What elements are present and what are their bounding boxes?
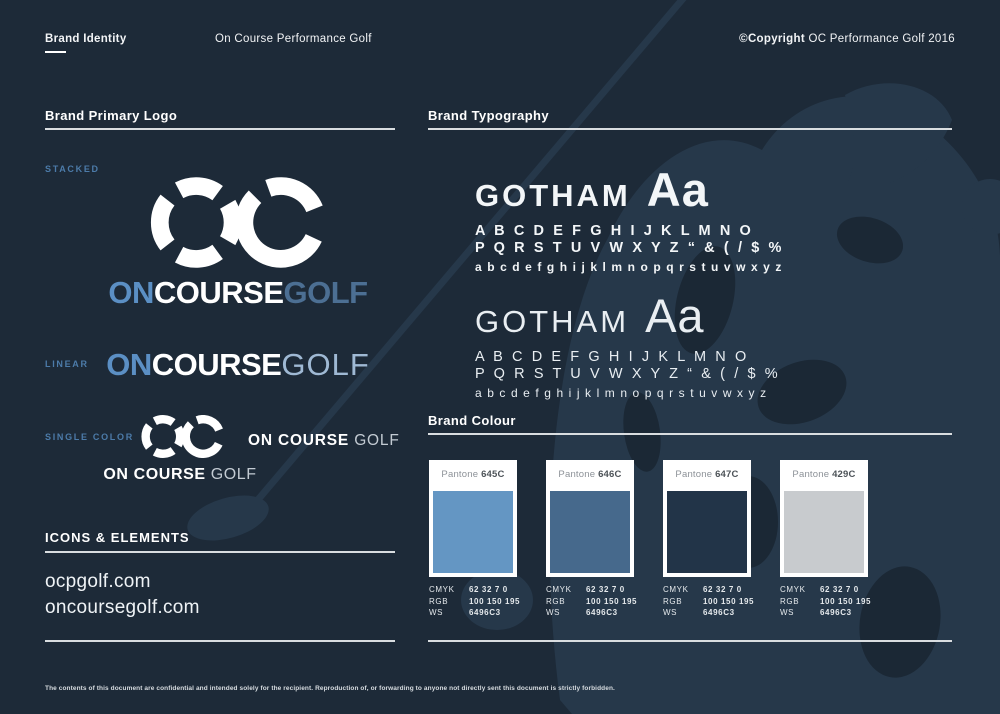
- alphabet-uppercase-row1: A B C D E F G H I J K L M N O: [475, 349, 749, 365]
- pantone-label: [780, 469, 868, 480]
- rgb-label: RGB: [663, 596, 683, 606]
- rgb-row: [429, 596, 520, 608]
- pantone-brand: Pantone: [441, 469, 482, 480]
- ws-value: 6496C3: [820, 608, 852, 617]
- wordmark-on: ON: [106, 347, 152, 382]
- pantone-code: 646C: [598, 469, 622, 480]
- wordmark-golf: GOLF: [281, 347, 370, 382]
- rule-colour: [428, 433, 952, 435]
- swatch-color-fill: [784, 491, 864, 573]
- pantone-swatch-card: [780, 460, 868, 577]
- rgb-value: 100 150 195: [469, 596, 521, 606]
- swatch-color-fill: [433, 491, 513, 573]
- rgb-value: 100 150 195: [703, 596, 755, 606]
- ws-value: 6496C3: [586, 608, 618, 617]
- confidentiality-disclaimer: The contents of this document are confidential and intended solely for the recipient. Reproduction of, or forwarding to anyone not directly sent this document is strictly forbidden.: [45, 685, 615, 692]
- type-specimen-bold: [475, 162, 784, 276]
- font-family-name: GOTHAM: [475, 304, 630, 339]
- copyright-strong: ©Copyright: [739, 33, 805, 45]
- wordmark-on-course: ON COURSE: [103, 466, 211, 483]
- section-heading-icons-elements: ICONS & ELEMENTS: [45, 530, 190, 545]
- wordmark-course: COURSE: [153, 275, 284, 310]
- pantone-swatch-card: [663, 460, 751, 577]
- ws-row: [546, 607, 637, 619]
- swatch-values: [780, 584, 871, 619]
- rgb-label: RGB: [546, 596, 566, 606]
- wordmark-on: ON: [108, 275, 154, 310]
- ws-value: 6496C3: [469, 608, 501, 617]
- font-sample-aa: Aa: [646, 163, 709, 216]
- alphabet-uppercase-row2: P Q R S T U V W X Y Z “ & ( / $ %: [475, 239, 784, 256]
- label-stacked: STACKED: [45, 164, 100, 174]
- cmyk-value: 62 32 7 0: [703, 585, 742, 594]
- font-sample-aa: Aa: [645, 289, 705, 342]
- label-linear: LINEAR: [45, 359, 89, 369]
- pantone-brand: Pantone: [675, 469, 716, 480]
- wordmark-single-linear: [248, 432, 400, 450]
- oc-logo-mark-single-color: [141, 415, 225, 458]
- rgb-label: RGB: [780, 596, 800, 606]
- pantone-label: [663, 469, 751, 480]
- cmyk-row: [546, 584, 637, 596]
- section-heading-primary-logo: Brand Primary Logo: [45, 108, 178, 123]
- title-underline: [45, 51, 66, 53]
- pantone-label: [429, 469, 517, 480]
- url-oncoursegolf: oncoursegolf.com: [45, 597, 200, 618]
- rgb-label: RGB: [429, 596, 449, 606]
- rgb-row: [780, 596, 871, 608]
- cmyk-row: [780, 584, 871, 596]
- pantone-brand: Pantone: [792, 469, 833, 480]
- pantone-swatch-card: [429, 460, 517, 577]
- wordmark-golf: GOLF: [210, 466, 257, 483]
- section-heading-colour: Brand Colour: [428, 413, 516, 428]
- copyright-rest: OC Performance Golf 2016: [804, 33, 955, 45]
- pantone-code: 429C: [832, 469, 856, 480]
- rule-left-bottom: [45, 640, 395, 642]
- cmyk-value: 62 32 7 0: [820, 585, 859, 594]
- ws-row: [780, 607, 871, 619]
- wordmark-course: COURSE: [151, 347, 282, 382]
- rgb-row: [663, 596, 754, 608]
- oc-logo-mark-stacked: [150, 177, 327, 268]
- swatch-color-fill: [550, 491, 630, 573]
- cmyk-label: CMYK: [663, 585, 689, 594]
- ws-row: [429, 607, 520, 619]
- rule-primary-logo: [45, 128, 395, 130]
- cmyk-row: [663, 584, 754, 596]
- copyright-notice: [739, 33, 955, 45]
- cmyk-value: 62 32 7 0: [586, 585, 625, 594]
- pantone-brand: Pantone: [558, 469, 599, 480]
- cmyk-row: [429, 584, 520, 596]
- ws-row: [663, 607, 754, 619]
- ws-value: 6496C3: [703, 608, 735, 617]
- pantone-code: 647C: [715, 469, 739, 480]
- wordmark-stacked: [45, 275, 431, 311]
- font-family-name: GOTHAM: [475, 178, 631, 213]
- rgb-value: 100 150 195: [820, 596, 872, 606]
- swatch-values: [429, 584, 520, 619]
- ws-label: WS: [780, 608, 795, 617]
- cmyk-label: CMYK: [546, 585, 572, 594]
- alphabet-lowercase: a b c d e f g h i j k l m n o p q r s t u v w x y z: [475, 386, 768, 400]
- swatch-color-fill: [667, 491, 747, 573]
- alphabet-uppercase-row2: P Q R S T U V W X Y Z “ & ( / $ %: [475, 365, 781, 382]
- ws-label: WS: [663, 608, 678, 617]
- rgb-value: 100 150 195: [586, 596, 638, 606]
- alphabet-uppercase-row1: A B C D E F G H I J K L M N O: [475, 223, 754, 239]
- wordmark-on-course: ON COURSE: [248, 432, 355, 449]
- wordmark-golf: GOLF: [283, 275, 368, 310]
- swatch-values: [546, 584, 637, 619]
- label-single-color: SINGLE COLOR: [45, 432, 134, 442]
- rgb-row: [546, 596, 637, 608]
- url-ocpgolf: ocpgolf.com: [45, 571, 151, 592]
- pantone-label: [546, 469, 634, 480]
- rule-right-bottom: [428, 640, 952, 642]
- cmyk-label: CMYK: [429, 585, 455, 594]
- cmyk-label: CMYK: [780, 585, 806, 594]
- rule-typography: [428, 128, 952, 130]
- rule-icons-elements: [45, 551, 395, 553]
- document-title: Brand Identity: [45, 33, 127, 45]
- type-specimen-light: [475, 288, 780, 402]
- swatch-values: [663, 584, 754, 619]
- product-name: On Course Performance Golf: [215, 33, 372, 45]
- pantone-swatch-card: [546, 460, 634, 577]
- cmyk-value: 62 32 7 0: [469, 585, 508, 594]
- alphabet-lowercase: a b c d e f g h i j k l m n o p q r s t u v w x y z: [475, 260, 783, 274]
- wordmark-single-stacked: [93, 466, 267, 484]
- ws-label: WS: [429, 608, 444, 617]
- wordmark-linear: [45, 347, 431, 383]
- pantone-code: 645C: [481, 469, 505, 480]
- wordmark-golf: GOLF: [354, 432, 400, 449]
- section-heading-typography: Brand Typography: [428, 108, 550, 123]
- ws-label: WS: [546, 608, 561, 617]
